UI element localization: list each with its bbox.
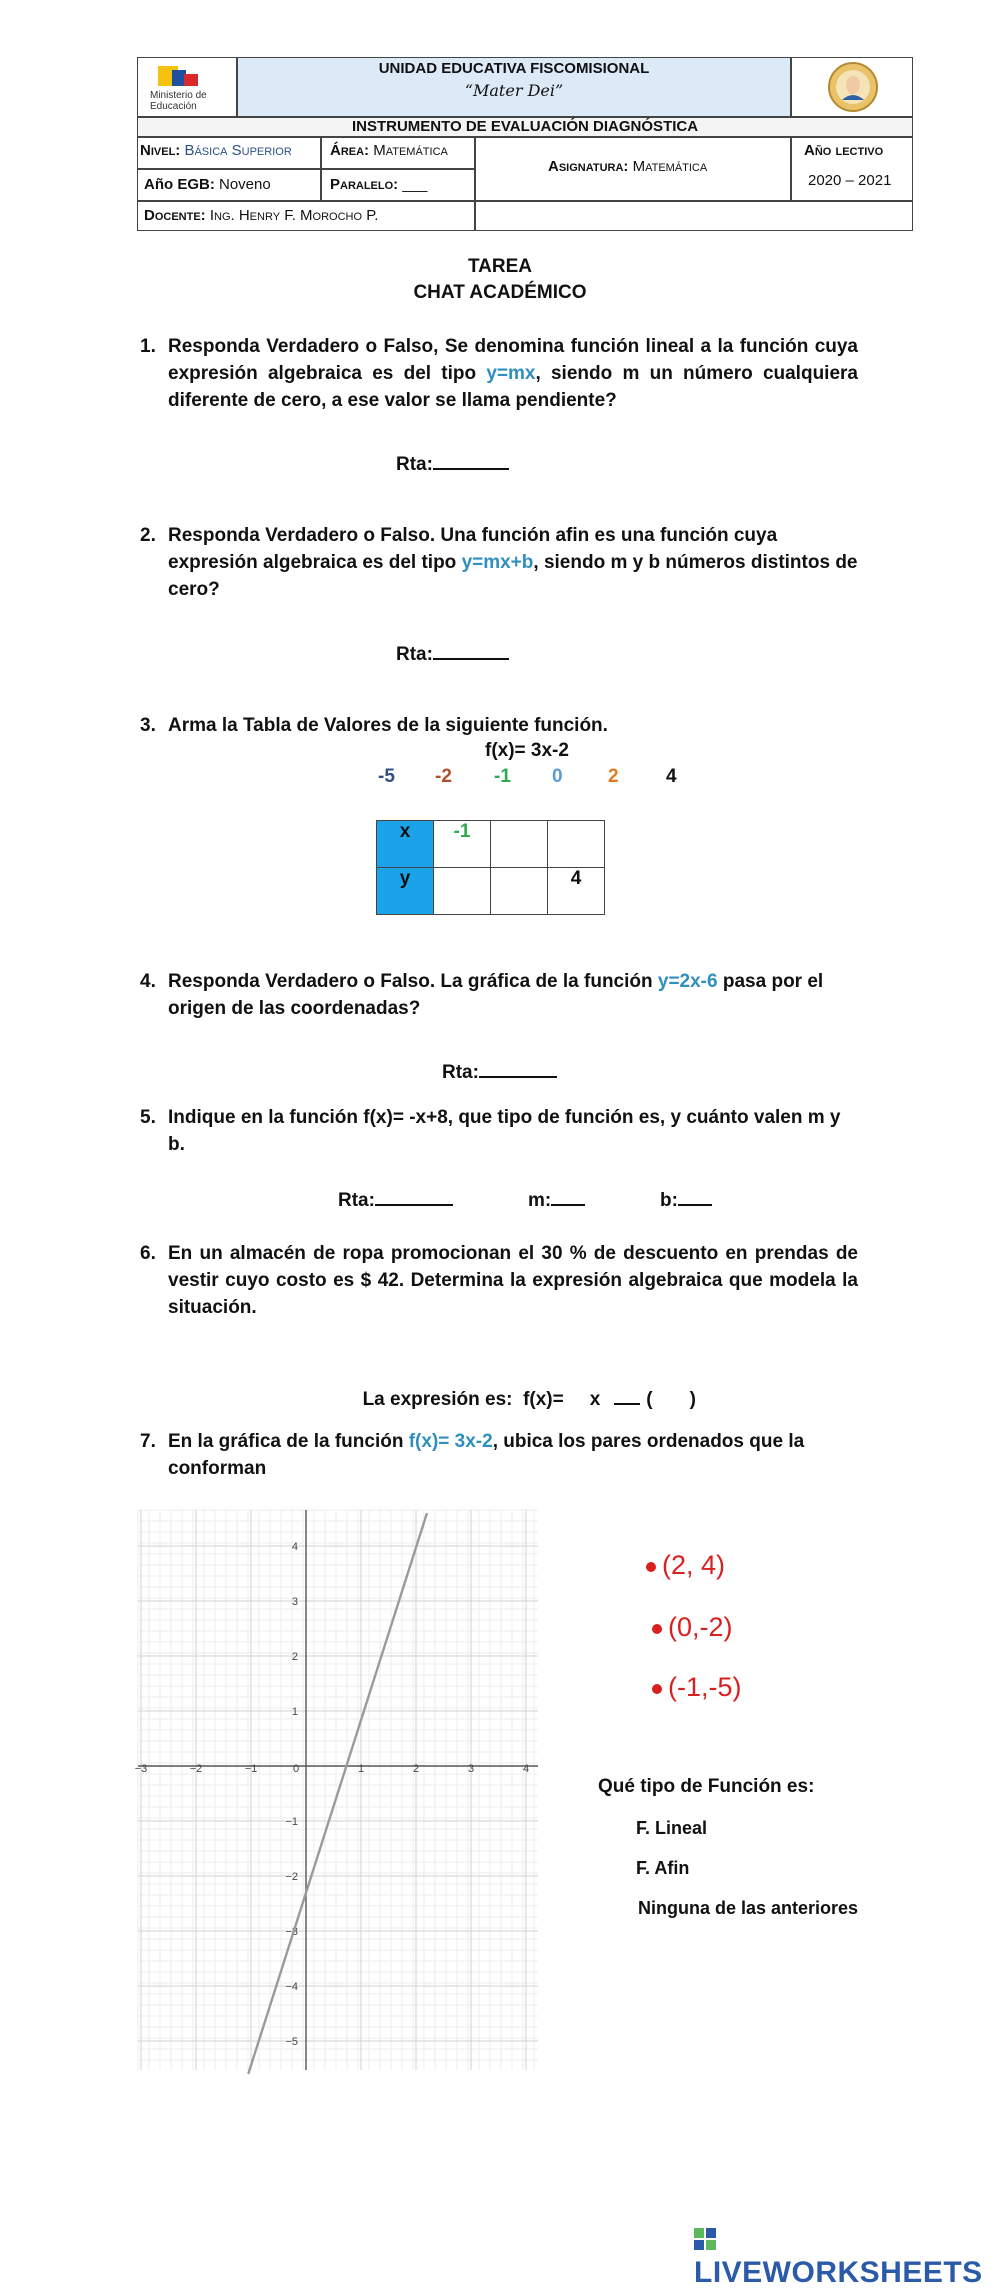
value-options	[378, 766, 698, 792]
question-7	[140, 1428, 858, 1482]
question-text: , siendo m y b números distintos de cero?	[168, 552, 858, 600]
question-1	[140, 333, 858, 414]
table-cell[interactable]: -1	[434, 821, 491, 868]
question-text: En la gráfica de la función	[168, 1431, 409, 1452]
bullet-icon	[652, 1624, 662, 1634]
liveworksheets-icon	[694, 2228, 716, 2250]
function-label: f(x)= 3x-2	[485, 740, 569, 761]
question-text: , ubica los pares ordenados que la conforman	[168, 1431, 805, 1479]
m-label: m:	[528, 1190, 552, 1211]
answer-label: Rta:	[338, 1190, 375, 1211]
school-seal-cell	[791, 57, 913, 117]
table-cell[interactable]	[491, 868, 548, 915]
nivel-cell	[137, 137, 321, 169]
ordered-pair-1[interactable]	[646, 1550, 725, 1581]
ordered-pair-label: (-1,-5)	[668, 1672, 742, 1702]
asignatura-value: Matemática	[632, 158, 708, 175]
asignatura-label: Asignatura:	[548, 158, 629, 175]
table-cell[interactable]: 4	[548, 868, 605, 915]
docente-cell	[137, 201, 475, 231]
ordered-pair-3[interactable]	[652, 1672, 742, 1703]
value-option[interactable]: -2	[435, 766, 452, 787]
formula: y=mx	[486, 363, 536, 384]
answer-blank[interactable]	[479, 1058, 557, 1078]
question-text: pasa por el origen de las coordenadas?	[168, 971, 824, 1019]
ordered-pair-label: (2, 4)	[662, 1550, 726, 1580]
x-tick-label: −1	[244, 1763, 258, 1775]
question-text: Responda Verdadero o Falso, Se denomina función lineal a la función cuya expresión algebraica es del tipo	[168, 336, 858, 384]
function-line	[248, 1513, 427, 2074]
question-number: 2.	[140, 525, 156, 546]
x-tick-label: −3	[134, 1763, 148, 1775]
question-text: , siendo m un número cualquiera diferente de cero, a ese valor se llama pendiente?	[168, 363, 858, 411]
answer-blank[interactable]	[433, 640, 509, 660]
liveworksheets-logo[interactable]	[694, 2222, 1000, 2290]
y-tick-label: −1	[285, 1816, 298, 1828]
question-number: 6.	[140, 1243, 156, 1264]
expression-blank[interactable]	[564, 1387, 590, 1405]
page-title: TAREA	[467, 256, 533, 277]
nivel-value: Básica Superior	[184, 142, 292, 159]
value-option[interactable]: 0	[552, 766, 563, 787]
y-tick-label: 3	[291, 1596, 298, 1608]
paralelo-value: ___	[402, 176, 428, 193]
table-header-y: y	[377, 868, 434, 915]
m-answer	[528, 1186, 585, 1212]
liveworksheets-text: LIVEWORKSHEETS	[694, 2256, 983, 2289]
expression-blank[interactable]	[614, 1385, 640, 1405]
ministry-logo-text: Ministerio de Educación	[150, 90, 207, 112]
nivel-label: Nivel:	[140, 142, 181, 159]
answer-label: Rta:	[396, 454, 433, 475]
x-tick-label: −2	[189, 1763, 203, 1775]
answer-5	[338, 1186, 453, 1212]
answer-label: Rta:	[396, 644, 433, 665]
area-label: Área:	[330, 142, 370, 159]
school-name-cell	[237, 57, 791, 117]
question-4	[140, 968, 858, 1022]
function-type-option[interactable]: F. Lineal	[636, 1818, 708, 1838]
formula: y=2x-6	[657, 971, 718, 992]
y-tick-label: −5	[285, 2036, 298, 2048]
b-answer	[660, 1186, 712, 1212]
instrument-title: INSTRUMENTO DE EVALUACIÓN DIAGNÓSTICA	[137, 117, 913, 137]
anio-lectivo-label: Año lectivo	[804, 142, 884, 159]
question-number: 1.	[140, 336, 156, 357]
docente-value: Ing. Henry F. Morocho P.	[209, 207, 379, 224]
ordered-pair-label: (0,-2)	[668, 1612, 733, 1642]
b-blank[interactable]	[678, 1186, 712, 1206]
bullet-icon	[652, 1684, 662, 1694]
question-number: 7.	[140, 1431, 156, 1452]
x-tick-label: 1	[357, 1763, 365, 1775]
b-label: b:	[660, 1190, 678, 1211]
y-tick-label: 4	[291, 1541, 298, 1553]
question-number: 3.	[140, 715, 156, 736]
school-name: UNIDAD EDUCATIVA FISCOMISIONAL	[378, 60, 650, 77]
formula: f(x)= 3x-2	[408, 1431, 493, 1452]
anio-egb-label: Año EGB:	[144, 176, 215, 193]
table-cell[interactable]	[491, 821, 548, 868]
paralelo-label: Paralelo:	[330, 176, 399, 193]
bullet-icon	[646, 1562, 656, 1572]
values-table	[376, 820, 605, 915]
ministry-logo-cell	[137, 57, 237, 117]
coordinate-graph[interactable]	[134, 1510, 538, 2070]
question-5	[140, 1104, 858, 1158]
question-2	[140, 522, 858, 603]
value-option[interactable]: -1	[494, 766, 511, 787]
function-type-option[interactable]: Ninguna de las anteriores	[638, 1898, 859, 1918]
header-table	[137, 57, 913, 231]
x-tick-label: 0	[292, 1763, 300, 1775]
y-tick-label: −2	[285, 1871, 298, 1883]
answer-label: Rta:	[442, 1062, 479, 1083]
answer-2	[396, 640, 509, 666]
question-text: Responda Verdadero o Falso. La gráfica de la función	[168, 971, 658, 992]
expression-label: La expresión es: f(x)=	[362, 1389, 564, 1410]
answer-blank[interactable]	[375, 1186, 453, 1206]
answer-6	[352, 1363, 696, 1411]
anio-egb-cell	[137, 169, 321, 201]
ministry-logo-icon	[158, 64, 202, 90]
value-option[interactable]: -5	[378, 766, 395, 787]
area-value: Matemática	[373, 142, 448, 159]
expression-x: x	[589, 1389, 601, 1410]
y-tick-label: −4	[285, 1981, 298, 1993]
question-text: Indique en la función f(x)= -x+8, que tipo de función es, y cuánto valen m y b.	[168, 1107, 841, 1155]
value-option[interactable]: 2	[608, 766, 619, 787]
docente-label: Docente:	[144, 207, 206, 224]
expression-paren[interactable]: ( )	[646, 1389, 696, 1410]
empty-cell	[475, 201, 913, 231]
anio-lectivo-cell	[791, 137, 913, 201]
school-motto: “Mater Dei”	[464, 81, 564, 100]
ordered-pair-2[interactable]	[652, 1612, 733, 1643]
x-tick-label: 4	[522, 1763, 530, 1775]
question-text: Arma la Tabla de Valores de la siguiente función.	[168, 715, 608, 736]
question-text: En un almacén de ropa promocionan el 30 % de descuento en prendas de vestir cuyo costo es $ 42. Determina la expresión algebraica que modela la situación.	[168, 1243, 858, 1318]
answer-blank[interactable]	[433, 450, 509, 470]
formula: y=mx+b	[461, 552, 534, 573]
x-tick-label: 3	[467, 1763, 475, 1775]
anio-egb-value: Noveno	[219, 176, 271, 193]
area-cell	[321, 137, 475, 169]
question-number: 5.	[140, 1107, 156, 1128]
table-cell[interactable]	[548, 821, 605, 868]
x-tick-label: 2	[412, 1763, 420, 1775]
paralelo-cell	[321, 169, 475, 201]
anio-lectivo-value: 2020 – 2021	[808, 172, 892, 189]
school-seal-icon	[828, 62, 878, 112]
value-option[interactable]: 4	[666, 766, 677, 787]
question-text: Responda Verdadero o Falso. Una función afin es una función cuya expresión algebraica es del tipo	[168, 525, 778, 573]
question-number: 4.	[140, 971, 156, 992]
table-row	[377, 868, 605, 915]
function-type-option[interactable]: F. Afin	[636, 1858, 690, 1878]
page-subtitle: CHAT ACADÉMICO	[413, 282, 587, 303]
function-type-question: Qué tipo de Función es:	[598, 1776, 815, 1797]
m-blank[interactable]	[551, 1186, 585, 1206]
asignatura-cell	[475, 137, 791, 201]
y-tick-label: 1	[291, 1706, 298, 1718]
question-6	[140, 1240, 858, 1321]
question-3	[140, 712, 858, 739]
y-tick-label: 2	[291, 1651, 298, 1663]
table-row	[377, 821, 605, 868]
answer-4	[442, 1058, 557, 1084]
y-tick-label: −3	[285, 1926, 298, 1938]
answer-1	[396, 450, 509, 476]
table-header-x: x	[377, 821, 434, 868]
table-cell[interactable]	[434, 868, 491, 915]
